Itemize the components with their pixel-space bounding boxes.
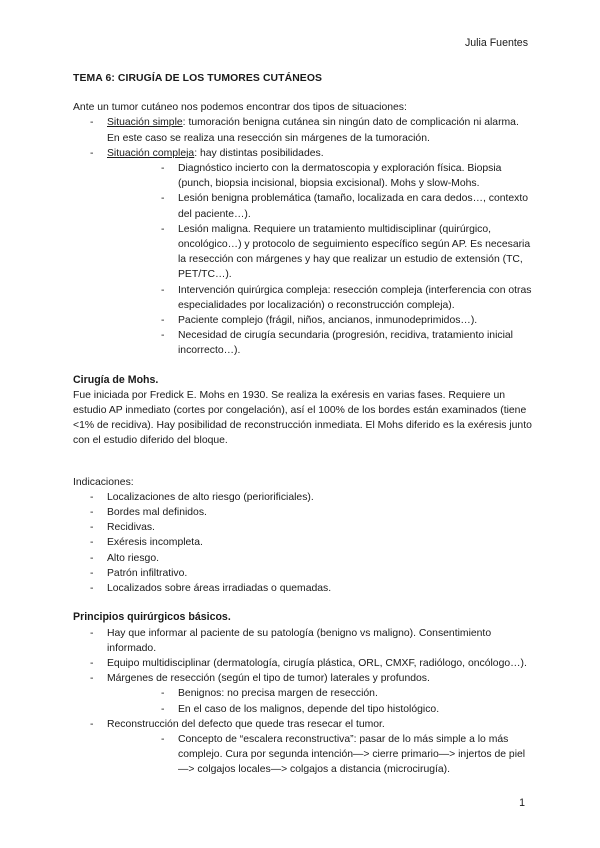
- list-item: - Paciente complejo (frágil, niños, ancianos, inmunodeprimidos…).: [144, 313, 533, 328]
- intro-paragraph: Ante un tumor cutáneo nos podemos encontrar dos tipos de situaciones:: [73, 102, 407, 114]
- list-item: - Necesidad de cirugía secundaria (progresión, recidiva, tratamiento inicial incorrecto…).: [144, 328, 533, 358]
- list-item: - Recidivas.: [73, 520, 533, 535]
- document-body: [73, 71, 533, 778]
- list-item: - En el caso de los malignos, depende del tipo histológico.: [144, 702, 533, 717]
- margins-sublist: [144, 686, 533, 716]
- list-item: - Hay que informar al paciente de su patología (benigno vs maligno). Consentimiento informado.: [73, 626, 533, 656]
- list-item: - Benignos: no precisa margen de resección.: [144, 686, 533, 701]
- list-item: - Lesión maligna. Requiere un tratamiento multidisciplinar (quirúrgico, oncológico…) y protocolo de seguimiento específico según AP. Es necesaria la resección con márgenes y hay que realizar un estudio de extensión (TC, PET/TC…).: [144, 222, 533, 283]
- reconstruction-sublist: [144, 732, 533, 778]
- list-item: - Lesión benigna problemática (tamaño, localizada en cara dedos…, contexto del paciente…).: [144, 191, 533, 221]
- page-number: 1: [519, 797, 525, 809]
- indications-list: [73, 490, 533, 596]
- list-item: - Concepto de “escalera reconstructiva”: pasar de lo más simple a lo más complejo. Cura por segunda intención—> cierre primario—> injertos de piel—> colgajos locales—> colgajos a distancia (microcirugía).: [144, 732, 533, 778]
- list-item: - Bordes mal definidos.: [73, 505, 533, 520]
- list-item: - Intervención quirúrgica compleja: resección compleja (interferencia con otras especialidades por localización) o reconstrucción compleja).: [144, 283, 533, 313]
- list-item-margenes: - Márgenes de resección (según el tipo de tumor) laterales y profundos. - Benignos: no precisa margen de resección. - En el caso de los malignos, depende del tipo histológico.: [73, 671, 533, 717]
- list-item: - Patrón infiltrativo.: [73, 566, 533, 581]
- mohs-paragraph: Fue iniciada por Fredick E. Mohs en 1930. Se realiza la exéresis en varias fases. Requiere un estudio AP inmediato (cortes por congelación), así el 100% de los bordes están examinados (tiene <1% de recidiva). Hay posibilidad de reconstrucción inmediata. El Mohs diferido es la exéresis junto con el estudio diferido del bloque.: [73, 389, 532, 447]
- list-item-situacion-simple: - Situación simple: tumoración benigna cutánea sin ningún dato de complicación ni alarma. En este caso se realiza una resección sin márgenes de la tumoración.: [73, 115, 533, 145]
- list-item-situacion-compleja: - Situación compleja: hay distintas posibilidades. - Diagnóstico incierto con la dermatoscopia y exploración física. Biopsia (punch, biopsia incisional, biopsia excisional). Mohs y slow-Mohs. - Lesión benigna problemática (tamaño, localizada en cara dedos…, contexto del paciente…). - Lesión maligna. Requiere un tratamiento multidisciplinar (quirúrgico, oncológico…) y protocolo de seguimiento específico según AP. Es necesaria la resección con márgenes y hay que realizar un estudio de extensión (TC, PET/TC…). - Intervención quirúrgica compleja: resección compleja (interferencia con otras especialidades por localización) o reconstrucción compleja). - Paciente complejo (frágil, niños, ancianos, inmunodeprimidos…). - Necesidad de cirugía secundaria (progresión, recidiva, tratamiento inicial incorrecto…).: [73, 146, 533, 359]
- list-item: - Alto riesgo.: [73, 551, 533, 566]
- list-item: - Exéresis incompleta.: [73, 535, 533, 550]
- list-item: - Diagnóstico incierto con la dermatoscopia y exploración física. Biopsia (punch, biopsia incisional, biopsia excisional). Mohs y slow-Mohs.: [144, 161, 533, 191]
- document-title: TEMA 6: CIRUGÍA DE LOS TUMORES CUTÁNEOS: [73, 73, 323, 84]
- principles-heading: Principios quirúrgicos básicos.: [73, 611, 231, 624]
- header-author: Julia Fuentes: [464, 37, 528, 49]
- list-item-reconstruccion: - Reconstrucción del defecto que quede tras resecar el tumor. - Concepto de “escalera reconstructiva”: pasar de lo más simple a lo más complejo. Cura por segunda intención—> cierre primario—> injertos de piel—> colgajos locales—> colgajos a distancia (microcirugía).: [73, 717, 533, 778]
- situacion-compleja-label: Situación compleja: [107, 147, 195, 159]
- mohs-heading: Cirugía de Mohs.: [73, 373, 159, 386]
- list-item: - Localizados sobre áreas irradiadas o quemadas.: [73, 581, 533, 596]
- principles-list: [73, 626, 533, 778]
- complex-sublist: [144, 161, 533, 359]
- situations-list: [73, 115, 533, 358]
- list-item: - Localizaciones de alto riesgo (periorificiales).: [73, 490, 533, 505]
- list-item: - Equipo multidisciplinar (dermatología, cirugía plástica, ORL, CMXF, radiólogo, oncólogo…).: [73, 656, 533, 671]
- situacion-simple-label: Situación simple: [107, 117, 183, 129]
- indications-heading: Indicaciones:: [73, 476, 134, 488]
